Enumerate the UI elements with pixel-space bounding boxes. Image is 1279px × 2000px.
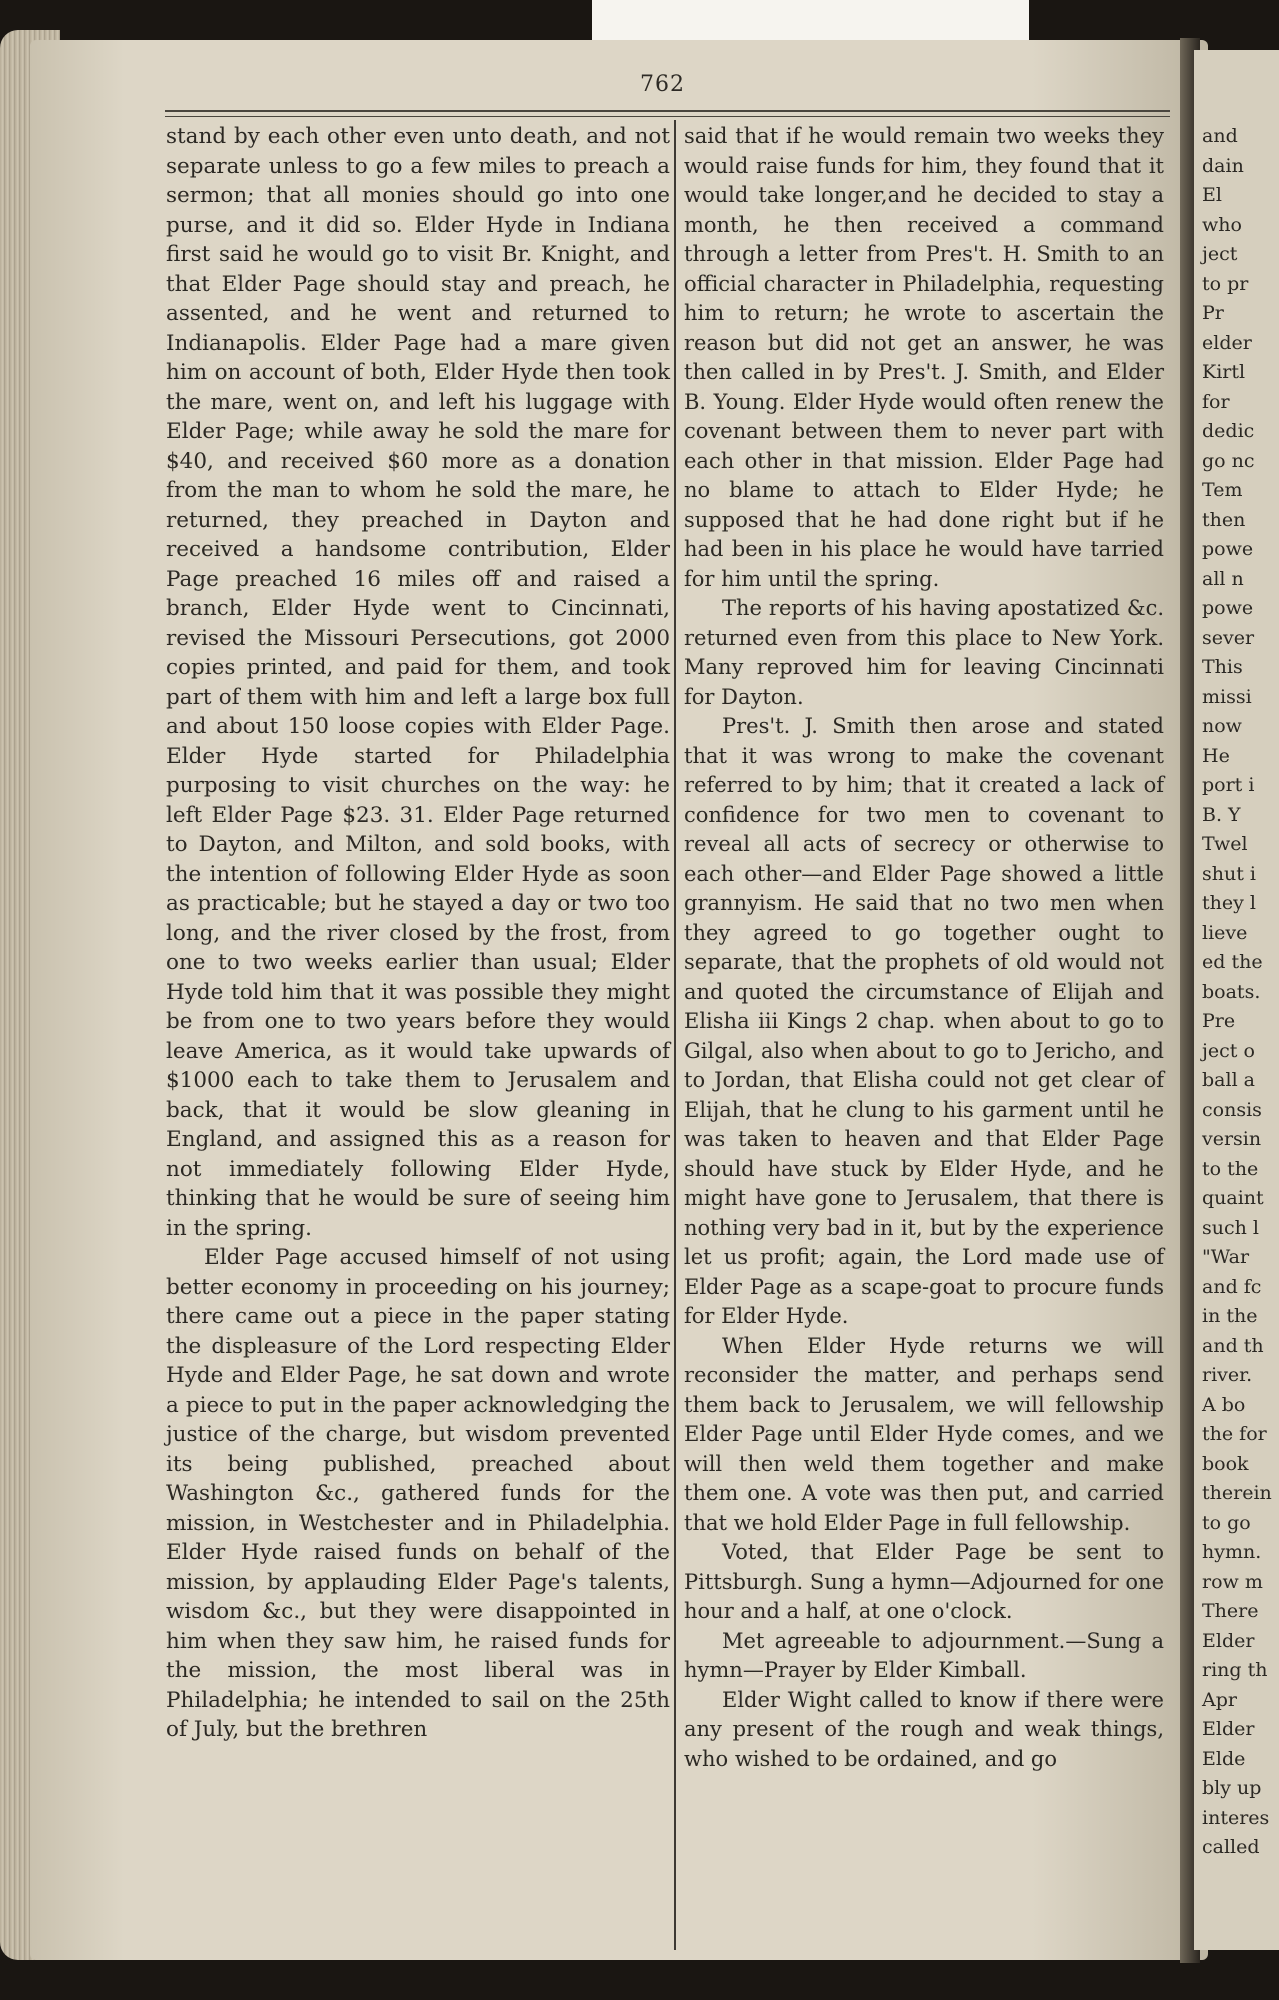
paragraph: Pres't. J. Smith then arose and stated that it was wrong to make the covenant referred to by him; that it created a lack of confidence for two men to covenant to reveal all acts of secrecy or otherwise to each other—and Elder Page showed a little grannyism. He said that no two men when they agreed to go together ought to separate, that the prophets of old would not and quoted the circumstance of Elijah and Elisha iii Kings 2 chap. when about to go to Gilgal, also when about to go to Jericho, and to Jordan, that Elisha could not get clear of Elijah, that he clung to his garment until he was taken to heaven and that Elder Page should have stuck by Elder Hyde, and he might have gone to Jerusalem, that there is nothing very bad in it, but by the experience let us profit; again, the Lord made use of Elder Page as a scape-goat to procure funds for Elder Hyde.: [684, 714, 1164, 1328]
facing-page-line: book: [1202, 1452, 1249, 1475]
facing-page-line: elder: [1202, 331, 1252, 354]
facing-page-line: El: [1202, 184, 1222, 206]
facing-page-line: hymn.: [1202, 1541, 1262, 1563]
facing-page-line: Pr: [1202, 302, 1224, 324]
facing-page-line: dedic: [1202, 420, 1255, 442]
facing-page-line: and fc: [1202, 1275, 1262, 1298]
paragraph: Met agreeable to adjournment.—Sung a hymn—Prayer by Elder Kimball.: [684, 1628, 1164, 1682]
facing-page-line: Elder: [1202, 1718, 1255, 1740]
facing-page-line: He: [1202, 744, 1230, 767]
facing-page-line: they l: [1202, 892, 1256, 914]
facing-page-line: to go: [1202, 1511, 1251, 1534]
paragraph: stand by each other even unto death, and not separate unless to go a few miles to preach a sermon; that all monies should go into one purse, and it did so. Elder Hyde in Indiana first said he would go to visit Br. Knight, and that Elder Page should stay and preach, he assented, and he went and returned to Indianapolis. Elder Page had a mare given him on account of both, Elder Hyde then took the mare, went on, and left his luggage with Elder Page; while away he sold the mare for $40, and received $60 more as a donation from the man to whom he sold the mare, he returned, they preached in Dayton and received a handsome contribution, Elder Page preached 16 miles off and raised a branch, Elder Hyde went to Cincinnati, revised the Missouri Persecutions, got 2000 copies printed, and paid for them, and took part of them with him and left a large box full and about 150 loose copies with Elder Page. Elder Hyde started for Philadelphia purposing to visit churches on the way: he left Elder Page $23. 31. Elder Page returned to Dayton, and Milton, and sold books, with the intention of following Elder Hyde as soon as practicable; but he stayed a day or two too long, and the river closed by the frost, from one to two weeks earlier than usual; Elder Hyde told him that it was possible they might be from one to two years before they would leave America, as it would take upwards of $1000 each to take them to Jerusalem and back, that it would be slow gleaning in England, and assigned this as a reason for not immediately following Elder Hyde, thinking that he would be sure of seeing him in the spring.: [166, 124, 670, 1241]
facing-page-line: versin: [1202, 1128, 1262, 1150]
facing-page-line: for: [1202, 390, 1230, 413]
facing-page-line: powe: [1202, 538, 1254, 560]
facing-page-line: such l: [1202, 1216, 1259, 1239]
paragraph: said that if he would remain two weeks they would raise funds for him, they found that it would take longer,and he decided to stay a month, he then received a command through a letter from Pres't. H. Smith to an official character in Philadelphia, requesting him to return; he wrote to ascertain the reason but did not get an answer, he was then called in by Pres't. J. Smith, and Elder B. Young. Elder Hyde would often renew the covenant between them to never part with each other in that mission. Elder Page had no blame to attach to Elder Hyde; he supposed that he had done right but if he had been in his place he would have tarried for him until the spring.: [684, 124, 1164, 591]
facing-page-line: Elde: [1202, 1747, 1246, 1770]
facing-page-line: quaint: [1202, 1187, 1264, 1209]
facing-page-line: A bo: [1202, 1393, 1246, 1416]
facing-page-line: Tem: [1202, 479, 1243, 501]
column-divider: [674, 120, 677, 1950]
paragraph: Elder Wight called to know if there were any present of the rough and weak things, who wished to be ordained, and go: [684, 1687, 1164, 1771]
facing-page-line: go nc: [1202, 449, 1255, 472]
facing-page-line: ed the: [1202, 951, 1263, 973]
facing-page-line: then: [1202, 508, 1246, 531]
facing-page-line: who: [1202, 213, 1242, 236]
facing-page-line: port i: [1202, 774, 1255, 796]
paragraph: Voted, that Elder Page be sent to Pittsburgh. Sung a hymn—Adjourned for one hour and a half, at one o'clock.: [684, 1540, 1164, 1623]
facing-page-line: ring th: [1202, 1659, 1268, 1681]
facing-page-line: interes: [1202, 1806, 1270, 1829]
facing-page-line: ject o: [1202, 1039, 1255, 1062]
facing-page-line: missi: [1202, 685, 1252, 708]
facing-page-line: the for: [1202, 1423, 1267, 1445]
facing-page-line: This: [1202, 656, 1243, 678]
facing-page-line: bly up: [1202, 1777, 1262, 1799]
facing-page-line: Kirtl: [1202, 361, 1246, 383]
right-column: [684, 122, 1164, 1774]
facing-page-line: and th: [1202, 1334, 1264, 1357]
facing-page-line: sever: [1202, 626, 1255, 649]
facing-page-line: Apr: [1202, 1688, 1237, 1711]
facing-page: [1194, 50, 1279, 1950]
facing-page-line: row m: [1202, 1570, 1263, 1593]
facing-page-line: "War: [1202, 1246, 1250, 1268]
page-number: 762: [640, 72, 685, 97]
facing-page-line: dain: [1202, 154, 1244, 177]
facing-page-line: boats.: [1202, 980, 1261, 1003]
left-column: [166, 122, 670, 1745]
paragraph: The reports of his having apostatized &c. returned even from this place to New York. Many reproved him for leaving Cincinnati for Dayton.: [684, 596, 1164, 709]
facing-page-line: powe: [1202, 597, 1254, 619]
facing-page-line: to the: [1202, 1157, 1259, 1180]
facing-page-line: consis: [1202, 1098, 1262, 1121]
facing-page-line: river.: [1202, 1364, 1253, 1386]
facing-page-text: [1202, 122, 1279, 1863]
facing-page-line: therein: [1202, 1482, 1272, 1504]
facing-page-line: lieve: [1202, 921, 1248, 944]
facing-page-line: in the: [1202, 1305, 1258, 1327]
header-rule: [165, 110, 1170, 117]
facing-page-line: Pre: [1202, 1010, 1236, 1032]
facing-page-line: and: [1202, 125, 1238, 147]
facing-page-line: shut i: [1202, 862, 1256, 885]
paragraph: When Elder Hyde returns we will reconsider the matter, and perhaps send them back to Jerusalem, we will fellowship Elder Page until Elder Hyde comes, and we will then weld them together and make them one. A vote was then put, and carried that we hold Elder Page in full fellowship.: [684, 1333, 1164, 1535]
facing-page-line: now: [1202, 715, 1242, 737]
facing-page-line: all n: [1202, 567, 1244, 590]
facing-page-line: Twel: [1202, 833, 1248, 855]
scan-background-top: [592, 0, 1029, 44]
facing-page-line: There: [1202, 1600, 1259, 1622]
facing-page-line: to pr: [1202, 272, 1249, 295]
facing-page-line: called: [1202, 1836, 1260, 1858]
paragraph: Elder Page accused himself of not using better economy in proceeding on his journey; there came out a piece in the paper stating the displeasure of the Lord respecting Elder Hyde and Elder Page, he sat down and wrote a piece to put in the paper acknowledging the justice of the charge, but wisdom prevented its being published, preached about Washington &c., gathered funds for the mission, in Westchester and in Philadelphia. Elder Hyde raised funds on behalf of the mission, by applauding Elder Page's talents, wisdom &c., but they were disappointed in him when they saw him, he raised funds for the mission, the most liberal was in Philadelphia; he intended to sail on the 25th of July, but the brethren: [166, 1245, 670, 1742]
facing-page-line: ject: [1202, 243, 1238, 265]
facing-page-line: Elder: [1202, 1629, 1255, 1652]
facing-page-line: ball a: [1202, 1069, 1256, 1091]
facing-page-line: B. Y: [1202, 803, 1241, 826]
